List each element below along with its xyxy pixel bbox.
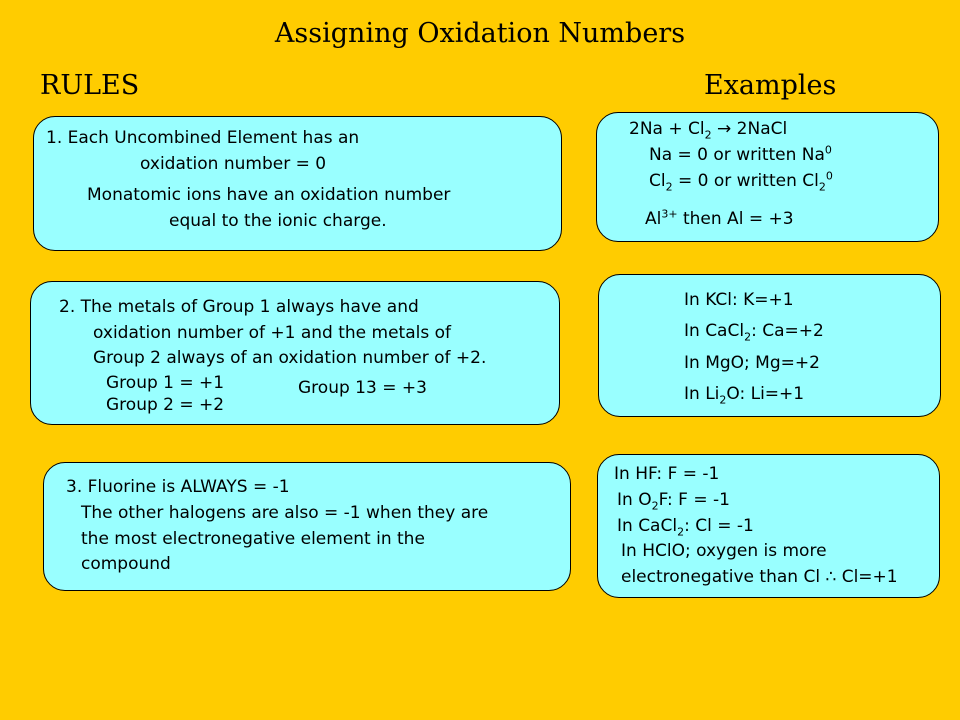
example-2-kcl: In KCl: K=+1 bbox=[684, 290, 794, 310]
rule-1-box bbox=[33, 116, 562, 251]
rule-2-line-2: oxidation number of +1 and the metals of bbox=[93, 323, 452, 343]
equation-reactants: 2Na + Cl bbox=[629, 119, 705, 139]
li-text: In Li bbox=[684, 384, 720, 404]
cl-subscript-2: 2 bbox=[818, 180, 826, 194]
na-text: Na = 0 or written Na bbox=[649, 145, 825, 165]
example-1-box bbox=[596, 112, 939, 242]
na-superscript: 0 bbox=[824, 143, 832, 157]
example-2-cacl2 bbox=[684, 321, 824, 344]
rule-3-line-3: the most electronegative element in the bbox=[81, 529, 425, 549]
cl-text-2: = 0 or written Cl bbox=[672, 171, 819, 191]
example-3-hf: In HF: F = -1 bbox=[614, 464, 720, 484]
page-title: Assigning Oxidation Numbers bbox=[274, 18, 686, 49]
example-3-cacl2 bbox=[617, 516, 754, 539]
electronegative-text: electronegative than Cl bbox=[621, 567, 826, 587]
example-1-cl bbox=[649, 169, 833, 194]
example-2-box bbox=[598, 274, 941, 417]
al-superscript: 3+ bbox=[661, 207, 678, 221]
example-3-hclo: In HClO; oxygen is more bbox=[621, 541, 827, 561]
cacl-subscript: 2 bbox=[744, 330, 752, 344]
example-1-equation bbox=[629, 119, 788, 142]
example-1-al bbox=[645, 209, 794, 229]
li-subscript: 2 bbox=[719, 393, 727, 407]
rule-2-box bbox=[30, 281, 560, 425]
therefore-icon: ∴ bbox=[825, 567, 837, 587]
rule-2-line-1: 2. The metals of Group 1 always have and bbox=[59, 297, 419, 317]
rule-2-line-3: Group 2 always of an oxidation number of +2. bbox=[93, 348, 487, 368]
example-2-mgo: In MgO; Mg=+2 bbox=[684, 353, 820, 373]
rule-1-line-3: Monatomic ions have an oxidation number bbox=[87, 185, 451, 205]
rule-3-box bbox=[43, 462, 571, 591]
rule-1-line-2: oxidation number = 0 bbox=[140, 154, 327, 174]
cacl-text: In CaCl bbox=[617, 516, 678, 536]
group-13-value: Group 13 = +3 bbox=[298, 378, 427, 398]
cacl-text-2: : Ca=+2 bbox=[751, 321, 824, 341]
o2f-subscript: 2 bbox=[651, 499, 659, 513]
cacl-subscript: 2 bbox=[677, 525, 685, 539]
rule-3-line-2: The other halogens are also = -1 when they are bbox=[81, 503, 489, 523]
rule-1-line-4: equal to the ionic charge. bbox=[169, 211, 387, 231]
example-3-electronegative bbox=[621, 567, 898, 587]
o2f-text: In O bbox=[617, 490, 652, 510]
examples-heading: Examples bbox=[704, 70, 837, 101]
example-3-o2f bbox=[617, 490, 730, 513]
al-text-2: then Al = +3 bbox=[677, 209, 794, 229]
example-2-li2o bbox=[684, 384, 805, 407]
cl-subscript: 2 bbox=[665, 180, 673, 194]
rules-heading: RULES bbox=[40, 70, 140, 101]
li-text-2: O: Li=+1 bbox=[726, 384, 805, 404]
o2f-text-2: F: F = -1 bbox=[658, 490, 730, 510]
group-2-value: Group 2 = +2 bbox=[106, 395, 225, 415]
cacl-text: In CaCl bbox=[684, 321, 745, 341]
electronegative-result: Cl=+1 bbox=[836, 567, 898, 587]
rule-1-line-1: 1. Each Uncombined Element has an bbox=[46, 128, 360, 148]
cacl-text-2: : Cl = -1 bbox=[684, 516, 754, 536]
al-text: Al bbox=[645, 209, 662, 229]
equation-subscript: 2 bbox=[704, 128, 712, 142]
group-1-value: Group 1 = +1 bbox=[106, 373, 225, 393]
arrow-icon: → bbox=[711, 119, 737, 139]
example-3-box bbox=[597, 454, 940, 598]
example-1-na bbox=[649, 145, 832, 165]
equation-product: 2NaCl bbox=[736, 119, 788, 139]
cl-superscript: 0 bbox=[825, 169, 833, 183]
rule-3-line-4: compound bbox=[81, 554, 171, 574]
rule-3-line-1: 3. Fluorine is ALWAYS = -1 bbox=[66, 477, 290, 497]
cl-text: Cl bbox=[649, 171, 666, 191]
